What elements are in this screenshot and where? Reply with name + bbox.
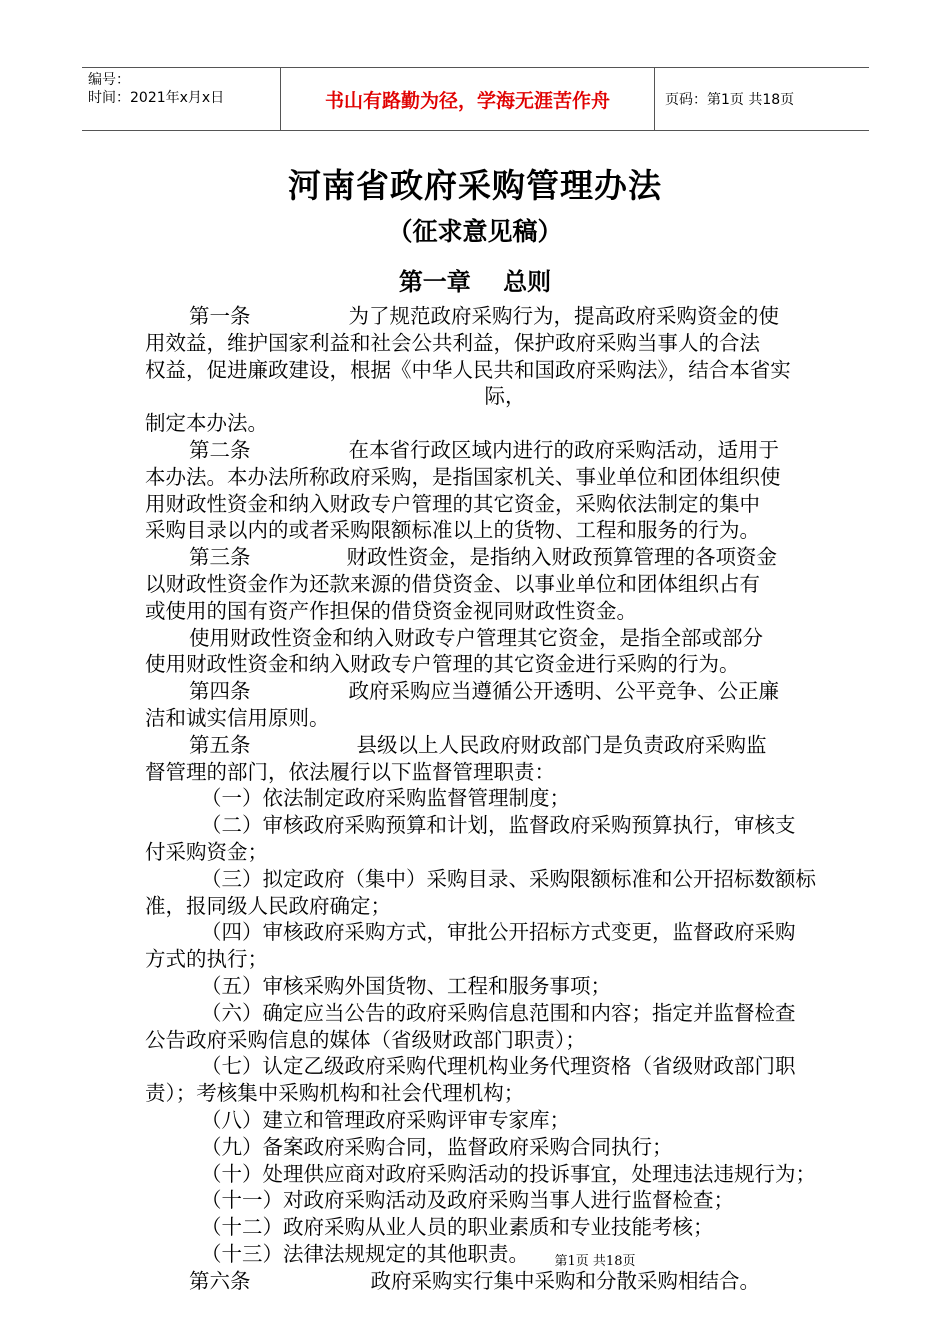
document-subtitle: （征求意见稿） (387, 217, 563, 246)
article-line: 督管理的部门，依法履行以下监督管理职责： (145, 759, 555, 784)
article-text: 为了规范政府采购行为，提高政府采购资金的使 (348, 304, 779, 328)
article-item: （十）处理供应商对政府采购活动的投诉事宜，处理违法违规行为； (201, 1161, 816, 1186)
article-line (145, 678, 865, 705)
article-item: （一）依法制定政府采购监督管理制度； (201, 786, 570, 811)
article-item: （四）审核政府采购方式，审批公开招标方式变更，监督政府采购 (201, 920, 796, 945)
article-line: 本办法。本办法所称政府采购，是指国家机关、事业单位和团体组织使 (145, 464, 781, 489)
article-item: 公告政府采购信息的媒体（省级财政部门职责）； (145, 1027, 586, 1052)
article-item: （九）备案政府采购合同，监督政府采购合同执行； (201, 1134, 673, 1159)
article-item: （十二）政府采购从业人员的职业素质和专业技能考核； (201, 1215, 714, 1240)
article-line: 或使用的国有资产作担保的借贷资金视同财政性资金。 (145, 598, 637, 623)
doc-code-label: 编号： (88, 72, 130, 88)
article-text: 政府采购实行集中采购和分散采购相结合。 (370, 1268, 760, 1293)
article-item: 方式的执行； (145, 947, 268, 972)
doc-time-label: 时间：2021年x月x日 (88, 90, 225, 106)
article-label: 第五条 (189, 732, 251, 757)
article-label: 第三条 (189, 545, 251, 570)
article-line: 洁和诚实信用原则。 (145, 705, 330, 730)
footer-page-number: 第1页 共18页 (554, 1254, 636, 1269)
page-footer (0, 1250, 950, 1269)
article-item: 准，报同级人民政府确定； (145, 893, 391, 918)
page-header (82, 67, 869, 131)
document-body (145, 303, 865, 1294)
article-item: （十一）对政府采购活动及政府采购当事人进行监督检查； (201, 1188, 734, 1213)
article-text: 在本省行政区域内进行的政府采购活动，适用于 (348, 437, 779, 462)
article-text: 政府采购应当遵循公开透明、公平竞争、公正廉 (348, 679, 779, 704)
article-item: （五）审核采购外国货物、工程和服务事项； (201, 973, 611, 998)
article-line: 制定本办法。 (145, 411, 268, 436)
chapter-heading: 第一章 总则 (398, 268, 552, 296)
article-line: 权益，促进廉政建设，根据《中华人民共和国政府采购法》，结合本省实 (145, 357, 791, 382)
article-line (145, 732, 865, 759)
article-label: 第二条 (189, 437, 251, 462)
article-line (145, 544, 865, 571)
article-line (145, 1268, 865, 1295)
article-text: 财政性资金，是指纳入财政预算管理的各项资金 (346, 545, 777, 570)
article-item: （三）拟定政府（集中）采购目录、采购限额标准和公开招标数额标 (201, 866, 816, 891)
document-title: 河南省政府采购管理办法 (288, 166, 662, 205)
header-meta (82, 68, 280, 130)
article-line: 际， (484, 384, 526, 409)
article-line: 使用财政性资金和纳入财政专户管理其它资金，是指全部或部分 (189, 625, 763, 650)
article-item: （十三）法律法规规定的其他职责。 (201, 1241, 529, 1266)
article-line (145, 303, 865, 330)
article-label: 第一条 (189, 304, 251, 328)
article-label: 第四条 (189, 679, 251, 704)
header-page-info: 页码：第1页 共18页 (665, 92, 795, 108)
article-item: （六）确定应当公告的政府采购信息范围和内容；指定并监督检查 (201, 1000, 796, 1025)
article-text: 县级以上人民政府财政部门是负责政府采购监 (356, 732, 767, 757)
article-line: 以财政性资金作为还款来源的借贷资金、以事业单位和团体组织占有 (145, 571, 760, 596)
article-line: 用财政性资金和纳入财政专户管理的其它资金，采购依法制定的集中 (145, 491, 760, 516)
article-item: （七）认定乙级政府采购代理机构业务代理资格（省级财政部门职 (201, 1054, 796, 1079)
article-item: 付采购资金； (145, 839, 268, 864)
header-motto: 书山有路勤为径，学海无涯苦作舟 (280, 68, 655, 130)
article-line (145, 437, 865, 464)
article-label: 第六条 (189, 1268, 251, 1293)
article-item: （二）审核政府采购预算和计划，监督政府采购预算执行，审核支 (201, 813, 796, 838)
article-item: （八）建立和管理政府采购评审专家库； (201, 1107, 570, 1132)
article-item: 责）；考核集中采购机构和社会代理机构； (145, 1081, 525, 1106)
article-line: 使用财政性资金和纳入财政专户管理的其它资金进行采购的行为。 (145, 652, 740, 677)
article-line: 采购目录以内的或者采购限额标准以上的货物、工程和服务的行为。 (145, 518, 760, 543)
article-line: 用效益，维护国家利益和社会公共利益，保护政府采购当事人的合法 (145, 330, 760, 355)
